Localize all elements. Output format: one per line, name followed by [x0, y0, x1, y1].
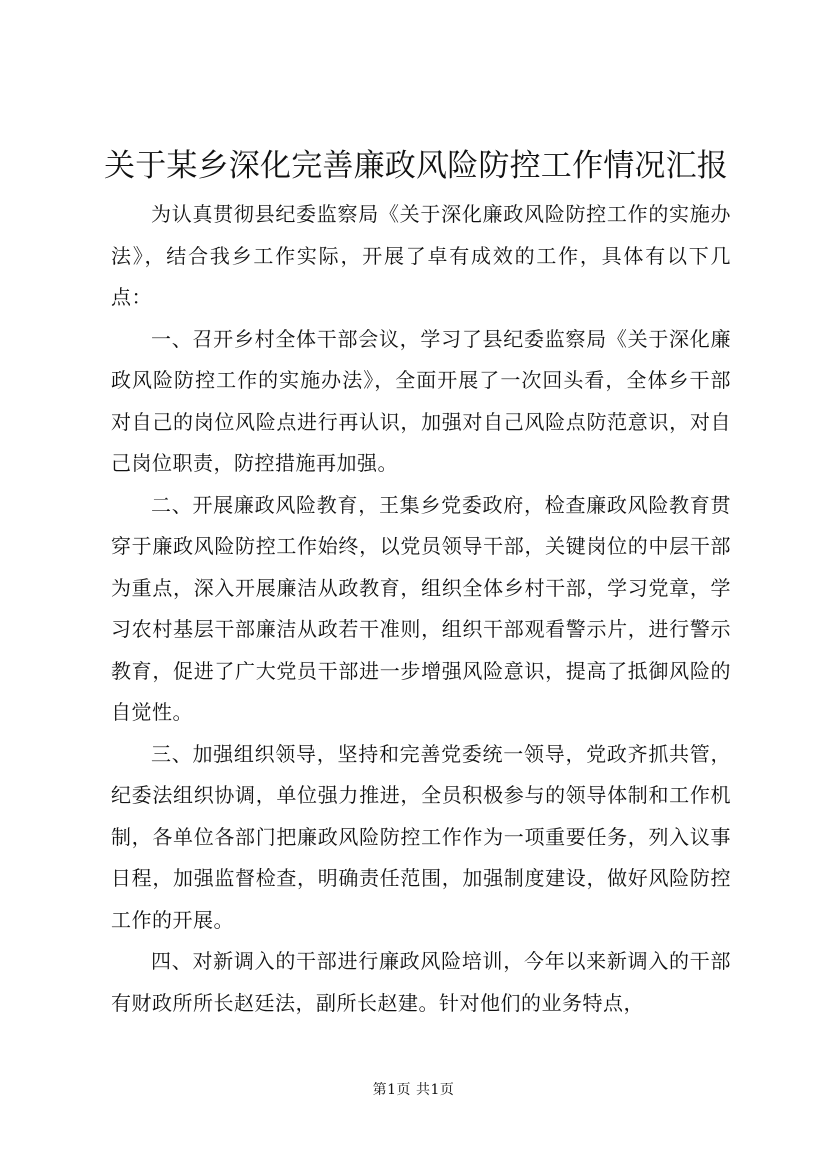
paragraph-point-3: 三、加强组织领导，坚持和完善党委统一领导，党政齐抓共管，纪委法组织协调，单位强力推进，全员积极参与的领导体制和工作机制，各单位各部门把廉政风险防控工作作为一项重要任务，列入议事日程，加强监督检查，明确责任范围，加强制度建设，做好风险防控工作的开展。 — [111, 741, 731, 932]
paragraph-point-2: 二、开展廉政风险教育，王集乡党委政府，检查廉政风险教育贯穿于廉政风险防控工作始终，以党员领导干部，关键岗位的中层干部为重点，深入开展廉洁从政教育，组织全体乡村干部，学习党章，学习农村基层干部廉洁从政若干准则，组织干部观看警示片，进行警示教育，促进了广大党员干部进一步增强风险意识，提高了抵御风险的自觉性。 — [111, 492, 731, 724]
page-footer: 第1页 共1页 — [372, 1082, 455, 1098]
paragraph-intro: 为认真贯彻县纪委监察局《关于深化廉政风险防控工作的实施办法》，结合我乡工作实际，开展了卓有成效的工作，具体有以下几点： — [111, 202, 731, 309]
document-title: 关于某乡深化完善廉政风险防控工作情况汇报 — [104, 148, 728, 184]
document-body — [111, 194, 731, 1024]
paragraph-point-1: 一、召开乡村全体干部会议，学习了县纪委监察局《关于深化廉政风险防控工作的实施办法》，全面开展了一次回头看，全体乡干部对自己的岗位风险点进行再认识，加强对自己风险点防范意识，对自己岗位职责，防控措施再加强。 — [111, 326, 731, 475]
paragraph-point-4: 四、对新调入的干部进行廉政风险培训，今年以来新调入的干部有财政所所长赵廷法，副所长赵建。针对他们的业务特点， — [111, 949, 731, 1015]
